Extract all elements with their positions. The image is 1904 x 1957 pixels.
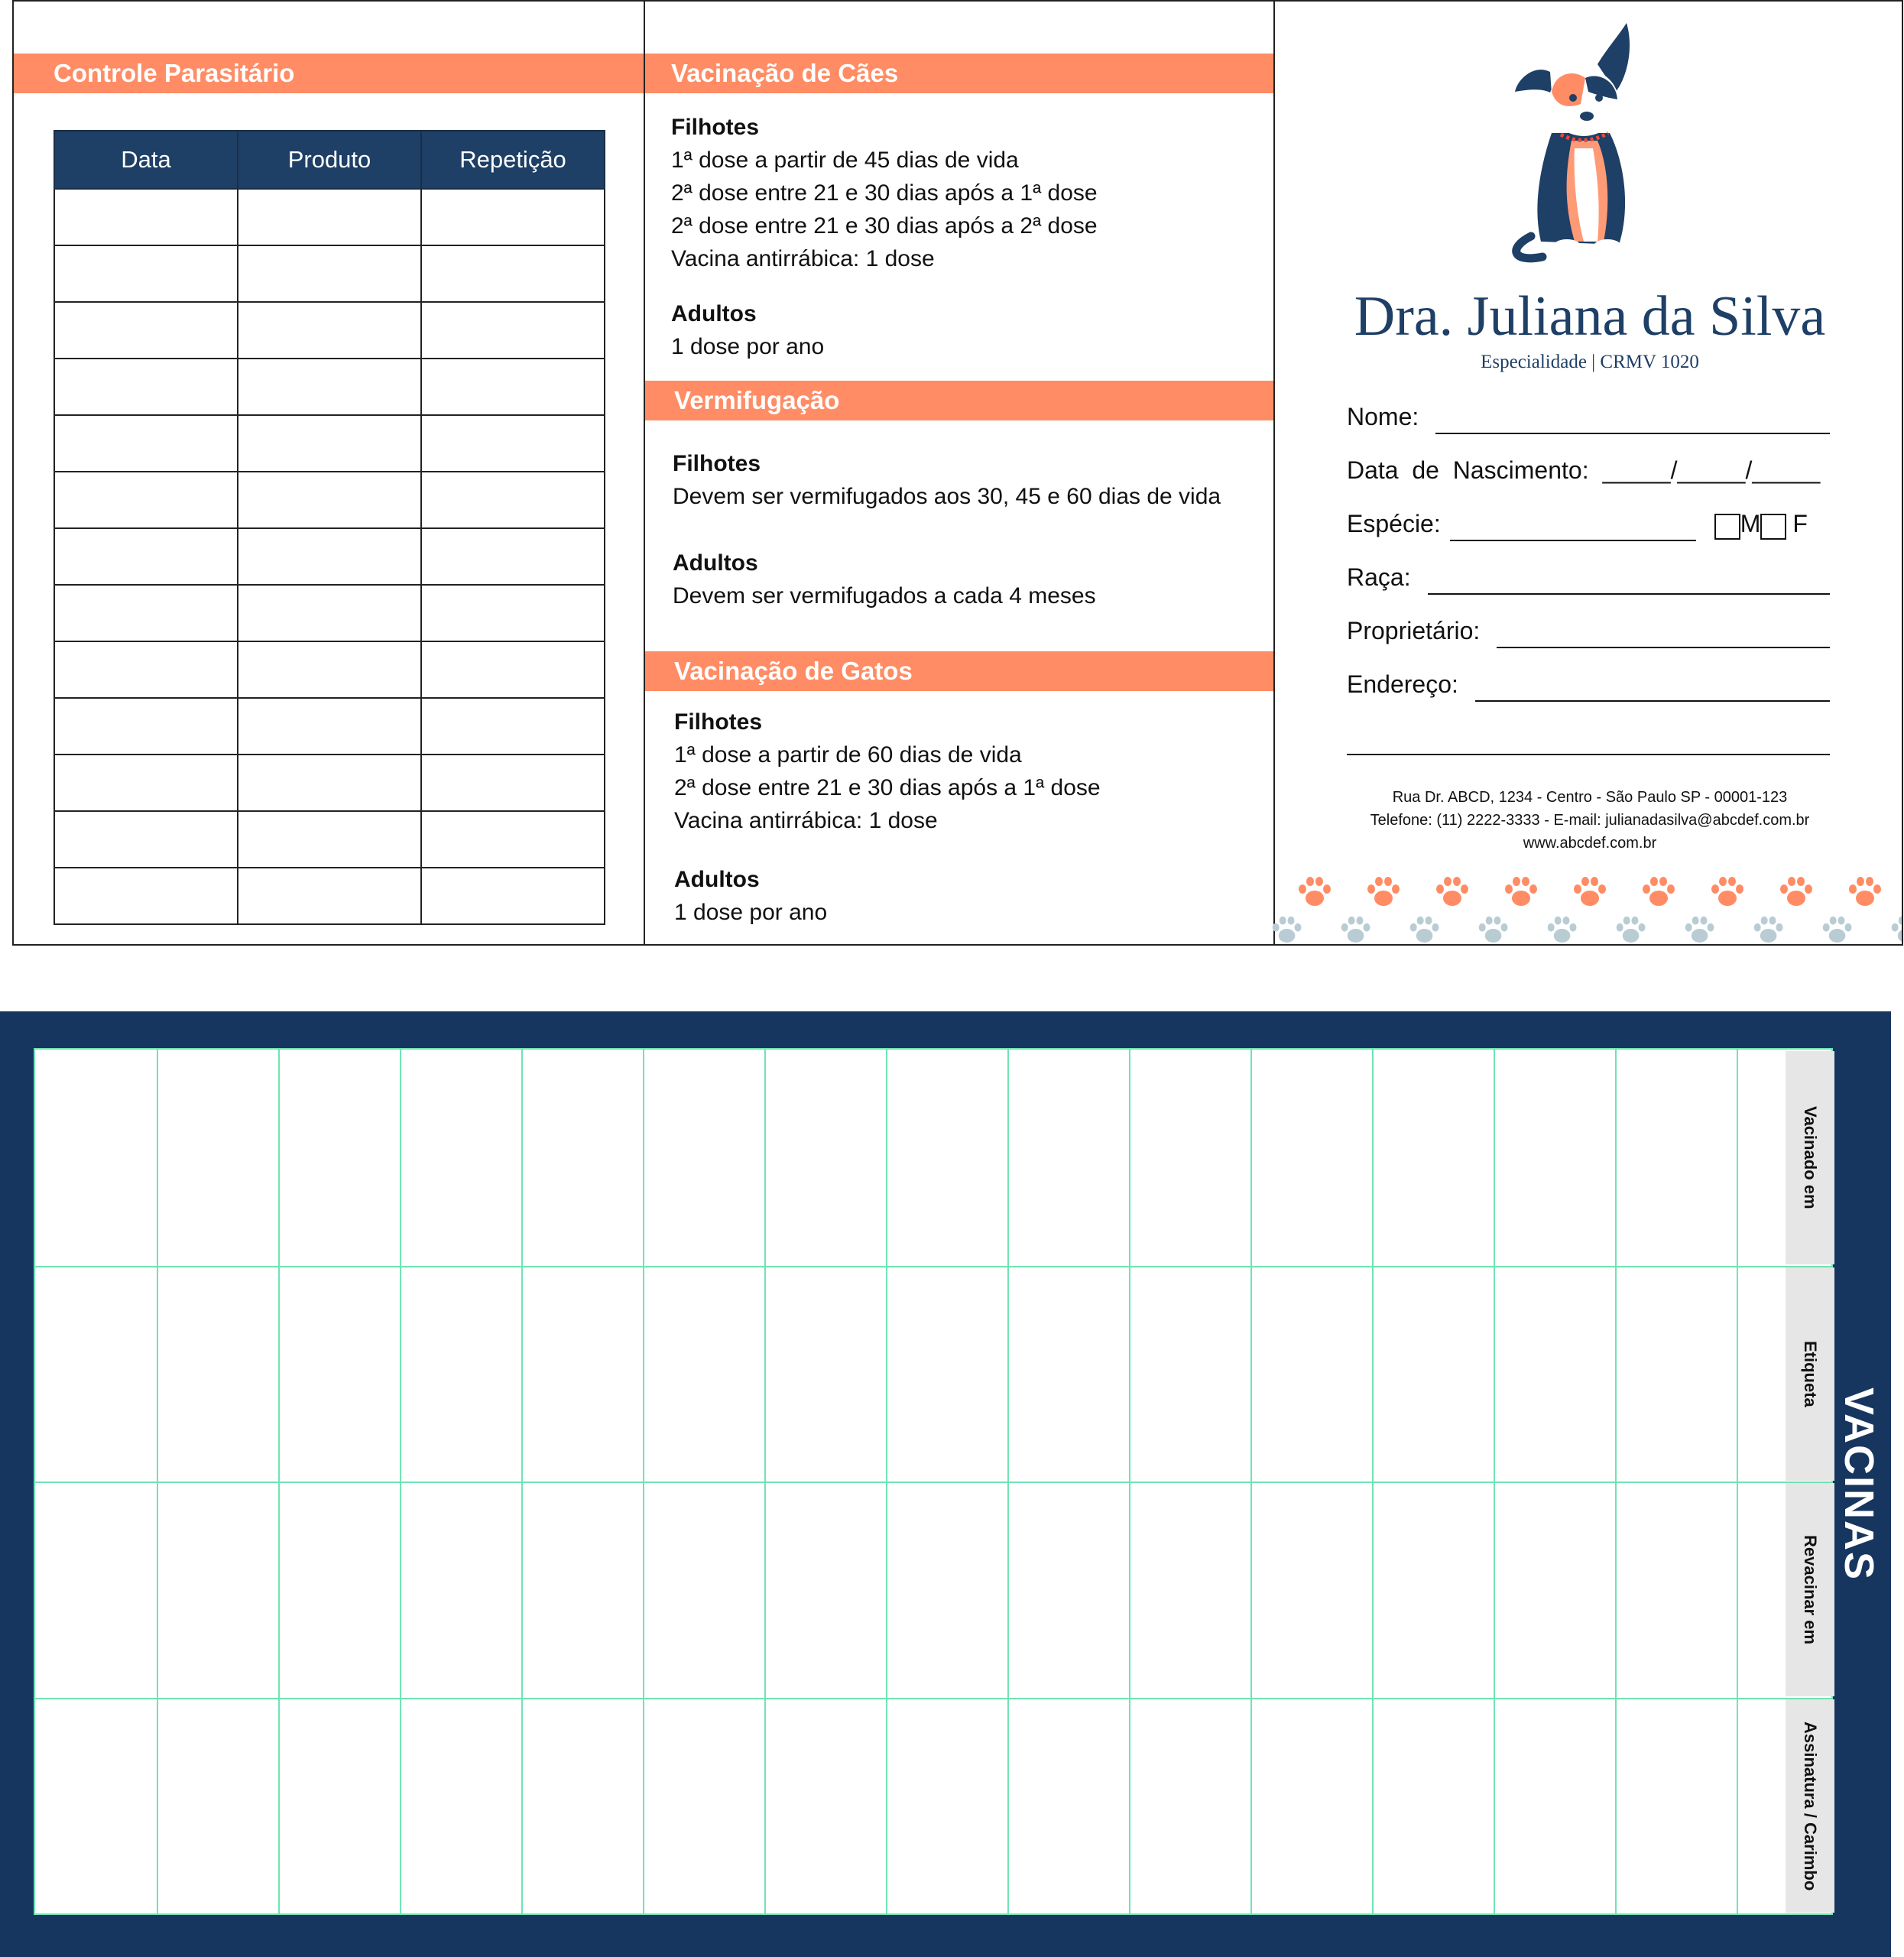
owner-field[interactable] [1347, 615, 1830, 648]
dogs-puppies-line: 2ª dose entre 21 e 30 dias após a 2ª dose [671, 213, 1098, 239]
table-cell[interactable] [421, 302, 605, 359]
contact-website[interactable]: www.abcdef.com.br [1523, 835, 1657, 852]
table-cell[interactable] [421, 868, 605, 924]
table-cell[interactable] [54, 641, 238, 698]
paw-print-icon [1752, 915, 1785, 946]
paw-print-icon [1339, 915, 1372, 946]
table-cell[interactable] [421, 359, 605, 415]
checkbox-icon[interactable] [1714, 514, 1740, 540]
table-cell[interactable] [54, 472, 238, 528]
vaccine-row-label [1786, 1483, 1834, 1696]
table-cell[interactable] [238, 641, 421, 698]
table-cell[interactable] [54, 585, 238, 641]
vet-name: Dra. Juliana da Silva [1354, 285, 1826, 348]
table-cell[interactable] [238, 528, 421, 585]
contact-phone-email: Telefone: (11) 2222-3333 - E-mail: julianadasilva@abcdef.com.br [1370, 812, 1810, 829]
paw-print-icon [1296, 875, 1333, 909]
male-label: M [1740, 510, 1761, 537]
table-row [54, 528, 605, 585]
owner-line[interactable] [1497, 616, 1830, 648]
paw-print-icon [1434, 875, 1471, 909]
name-field[interactable] [1347, 401, 1830, 434]
grid-row-line [35, 1482, 1831, 1483]
paw-print-icon [1408, 915, 1441, 946]
name-line[interactable] [1435, 402, 1830, 434]
table-cell[interactable] [238, 868, 421, 924]
parasite-table-body [54, 189, 605, 924]
grid-row-line [35, 1698, 1831, 1699]
paw-print-icon [1640, 875, 1677, 909]
table-cell[interactable] [54, 528, 238, 585]
table-cell[interactable] [54, 415, 238, 472]
table-cell[interactable] [238, 189, 421, 245]
breed-field[interactable] [1347, 561, 1830, 595]
table-cell[interactable] [421, 755, 605, 811]
paw-print-icon [1709, 875, 1746, 909]
paw-print-icon [1683, 915, 1716, 946]
panel-cover [1275, 2, 1903, 944]
paw-print-icon [1778, 875, 1815, 909]
dogs-adults-heading: Adultos [671, 301, 757, 326]
dogs-puppies-line: 2ª dose entre 21 e 30 dias após a 1ª dose [671, 180, 1098, 206]
deworming-puppies-heading: Filhotes [673, 451, 761, 476]
table-cell[interactable] [238, 302, 421, 359]
table-cell[interactable] [54, 189, 238, 245]
paw-print-icon [1546, 915, 1578, 946]
table-cell[interactable] [54, 245, 238, 302]
male-checkbox[interactable] [1714, 511, 1740, 541]
vaccines-card [0, 1011, 1891, 1957]
paw-print-icon [1365, 875, 1402, 909]
vaccine-row-label-text: Revacinar em [1801, 1534, 1820, 1645]
cats-puppies-line: Vacina antirrábica: 1 dose [674, 808, 938, 833]
vet-subtitle: Especialidade | CRMV 1020 [1481, 352, 1699, 372]
checkbox-icon[interactable] [1760, 514, 1786, 540]
cats-vaccination-title: Vacinação de Gatos [645, 651, 1273, 691]
dogs-puppies-line: Vacina antirrábica: 1 dose [671, 246, 935, 271]
vaccine-row-label-text: Vacinado em [1801, 1106, 1820, 1209]
table-cell[interactable] [421, 528, 605, 585]
vaccine-row-label [1786, 1051, 1834, 1264]
female-checkbox[interactable] [1760, 511, 1786, 541]
table-cell[interactable] [421, 415, 605, 472]
parasite-control-title: Controle Parasitário [14, 54, 644, 93]
paw-print-icon [1572, 875, 1608, 909]
top-leaflet [12, 0, 1903, 946]
paw-print-icon [1477, 915, 1510, 946]
table-row [54, 245, 605, 302]
address-field[interactable] [1347, 668, 1830, 702]
table-cell[interactable] [54, 755, 238, 811]
table-cell[interactable] [421, 585, 605, 641]
table-cell[interactable] [421, 189, 605, 245]
dog-illustration-icon [1504, 18, 1657, 263]
cats-puppies-heading: Filhotes [674, 709, 763, 735]
table-row [54, 472, 605, 528]
deworming-adults-line: Devem ser vermifugados a cada 4 meses [673, 583, 1096, 609]
name-label: Nome: [1347, 403, 1419, 430]
vaccine-row-label [1786, 1267, 1834, 1481]
address-extra-line[interactable] [1347, 722, 1830, 755]
extra-line[interactable] [1347, 723, 1830, 755]
cats-vaccination-body [674, 2, 1270, 944]
vaccines-title [1828, 1011, 1889, 1957]
table-row [54, 415, 605, 472]
cats-adults-heading: Adultos [674, 867, 760, 892]
dogs-puppies-line: 1ª dose a partir de 45 dias de vida [671, 148, 1019, 173]
grid-row-line [35, 1266, 1831, 1267]
species-field[interactable] [1347, 508, 1830, 541]
vaccine-row-label [1786, 1699, 1834, 1913]
table-row [54, 302, 605, 359]
table-cell[interactable] [421, 698, 605, 755]
table-cell[interactable] [238, 359, 421, 415]
table-cell[interactable] [238, 245, 421, 302]
table-cell[interactable] [421, 641, 605, 698]
paw-print-icon [1821, 915, 1854, 946]
table-row [54, 359, 605, 415]
species-label: Espécie: [1347, 510, 1441, 537]
table-cell[interactable] [238, 472, 421, 528]
cats-puppies-line: 1ª dose a partir de 60 dias de vida [674, 742, 1022, 768]
table-row [54, 585, 605, 641]
owner-label: Proprietário: [1347, 617, 1481, 644]
table-cell[interactable] [54, 698, 238, 755]
table-row [54, 755, 605, 811]
table-cell[interactable] [238, 698, 421, 755]
breed-label: Raça: [1347, 563, 1411, 591]
table-cell[interactable] [238, 415, 421, 472]
dogs-adults-line: 1 dose por ano [671, 334, 825, 359]
table-cell[interactable] [238, 811, 421, 868]
cats-adults-line: 1 dose por ano [674, 900, 828, 925]
col-header-repetition: Repetição [421, 131, 605, 189]
panel-parasite-control [14, 2, 644, 944]
species-line[interactable] [1450, 509, 1696, 541]
table-cell[interactable] [238, 585, 421, 641]
table-cell[interactable] [54, 811, 238, 868]
vaccines-title-text: VACINAS [1836, 1387, 1882, 1582]
contact-address: Rua Dr. ABCD, 1234 - Centro - São Paulo SP - 00001-123 [1392, 789, 1788, 806]
table-row [54, 868, 605, 924]
deworming-adults-heading: Adultos [673, 550, 758, 576]
address-label: Endereço: [1347, 670, 1458, 698]
table-cell[interactable] [421, 472, 605, 528]
table-row [54, 189, 605, 245]
birth-date-blank[interactable]: _____/_____/_____ [1602, 456, 1821, 484]
panel-info [645, 2, 1273, 944]
address-line[interactable] [1475, 670, 1830, 702]
dogs-puppies-heading: Filhotes [671, 115, 760, 140]
col-header-product: Produto [238, 131, 421, 189]
paw-print-icon [1270, 915, 1303, 946]
table-cell[interactable] [54, 302, 238, 359]
vaccines-grid [34, 1048, 1833, 1915]
birth-date-field[interactable] [1347, 454, 1830, 488]
cats-puppies-line: 2ª dose entre 21 e 30 dias após a 1ª dose [674, 775, 1101, 800]
deworming-title: Vermifugação [645, 381, 1273, 420]
table-cell[interactable] [54, 868, 238, 924]
dogs-vaccination-title: Vacinação de Cães [645, 54, 1273, 93]
paw-print-icon [1503, 875, 1539, 909]
parasite-table [54, 130, 605, 925]
table-cell[interactable] [238, 755, 421, 811]
paw-print-decoration [1275, 869, 1903, 946]
paw-print-icon [1614, 915, 1647, 946]
vaccine-row-label-text: Etiqueta [1801, 1341, 1820, 1407]
table-cell[interactable] [54, 359, 238, 415]
table-row [54, 811, 605, 868]
female-label: F [1792, 510, 1808, 537]
birth-date-label: Data de Nascimento: [1347, 456, 1589, 484]
table-cell[interactable] [421, 245, 605, 302]
paw-print-icon [1889, 915, 1903, 946]
paw-print-icon [1847, 875, 1883, 909]
table-cell[interactable] [421, 811, 605, 868]
table-row [54, 698, 605, 755]
deworming-puppies-line: Devem ser vermifugados aos 30, 45 e 60 dias de vida [673, 484, 1221, 509]
col-header-date: Data [54, 131, 238, 189]
vaccine-row-label-text: Assinatura / Carimbo [1801, 1721, 1820, 1891]
breed-line[interactable] [1428, 563, 1830, 595]
table-row [54, 641, 605, 698]
